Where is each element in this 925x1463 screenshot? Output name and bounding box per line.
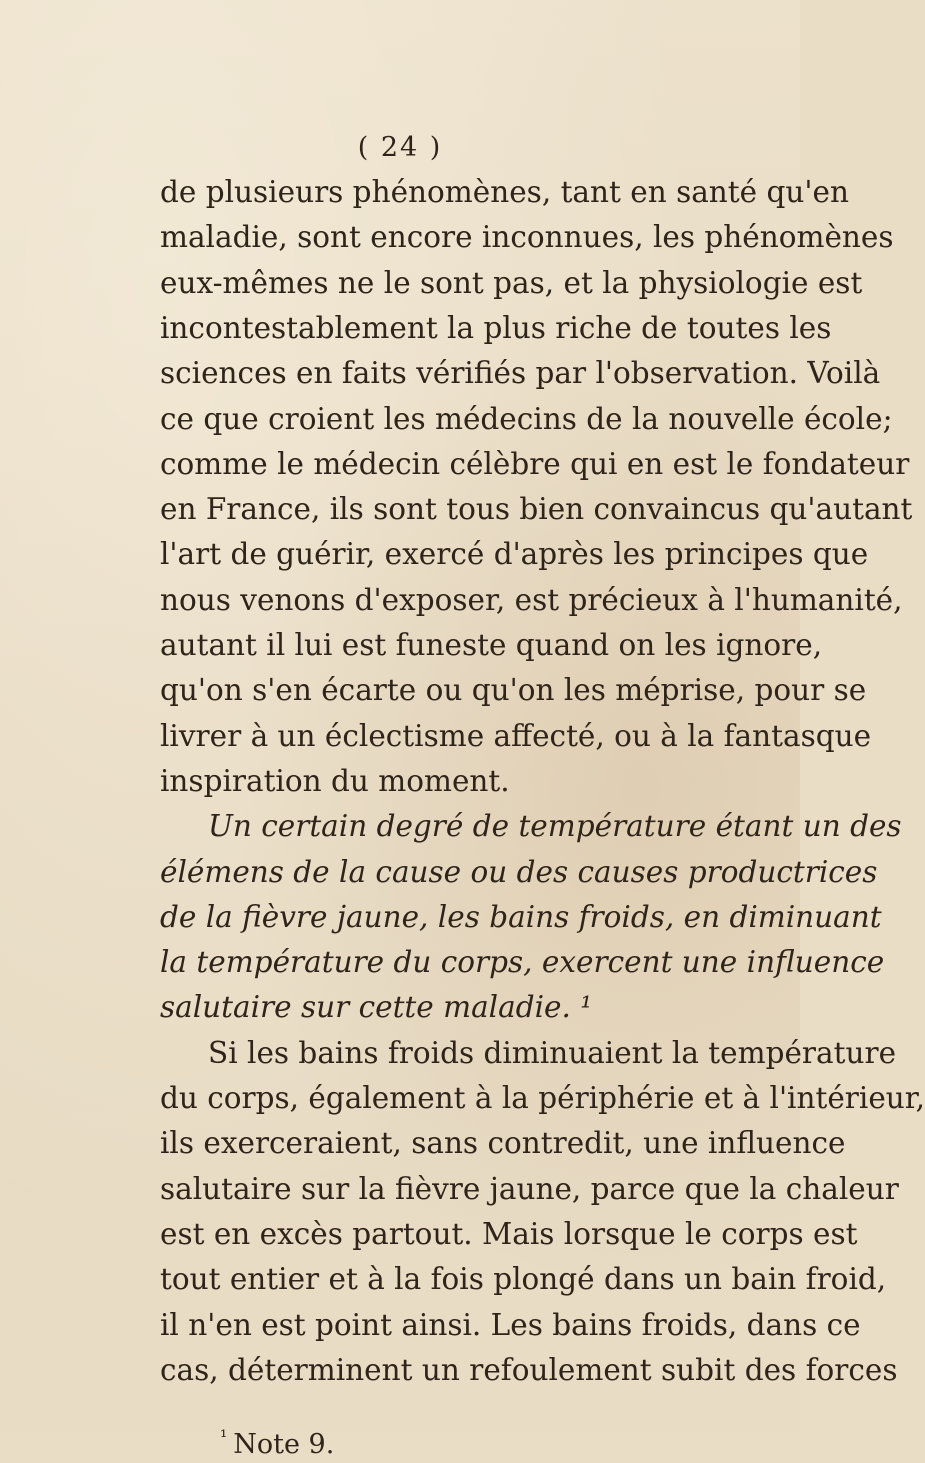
- text-line: maladie, sont encore inconnues, les phénomènes: [160, 220, 894, 255]
- text-line: nous venons d'exposer, est précieux à l'humanité,: [160, 582, 903, 617]
- text-line: ce que croient les médecins de la nouvelle école;: [160, 401, 893, 436]
- text-line: ils exerceraient, sans contredit, une influence: [160, 1126, 846, 1161]
- text-line: Un certain degré de température étant un des: [208, 809, 902, 844]
- text-line: de plusieurs phénomènes, tant en santé qu'en: [160, 175, 849, 209]
- text-line: en France, ils sont tous bien convaincus qu'autant: [160, 492, 913, 527]
- text-line: autant il lui est funeste quand on les ignore,: [160, 628, 823, 662]
- text-line: de la fièvre jaune, les bains froids, en diminuant: [160, 899, 882, 934]
- text-line: eux-mêmes ne le sont pas, et la physiologie est: [160, 265, 863, 300]
- text-line: salutaire sur cette maladie. ¹: [160, 990, 593, 1025]
- text-line: sciences en faits vérifiés par l'observation. Voilà: [160, 356, 881, 391]
- text-line: du corps, également à la périphérie et à l'intérieur,: [160, 1081, 925, 1115]
- text-line: la température du corps, exercent une influence: [160, 945, 885, 980]
- text-line: cas, déterminent un refoulement subit des forces: [160, 1352, 898, 1387]
- text-line: qu'on s'en écarte ou qu'on les méprise, pour se: [160, 673, 867, 708]
- page-number: ( 24 ): [357, 132, 443, 163]
- text-line: inspiration du moment.: [160, 763, 510, 798]
- text-line: tout entier et à la fois plongé dans un bain froid,: [160, 1262, 887, 1297]
- text-line: il n'en est point ainsi. Les bains froids, dans ce: [160, 1307, 861, 1342]
- text-line: élémens de la cause ou des causes productrices: [160, 854, 878, 889]
- text-line: l'art de guérir, exercé d'après les principes que: [160, 537, 869, 572]
- text-line: incontestablement la plus riche de toutes les: [160, 310, 832, 345]
- text-line: livrer à un éclectisme affecté, ou à la fantasque: [160, 718, 872, 753]
- text-line: est en excès partout. Mais lorsque le corps est: [160, 1216, 858, 1251]
- text-line: salutaire sur la fièvre jaune, parce que la chaleur: [160, 1171, 899, 1206]
- footnote: [220, 1420, 334, 1463]
- footnote-mark: ¹: [220, 1426, 228, 1448]
- text-line: comme le médecin célèbre qui en est le fondateur: [160, 446, 910, 481]
- footnote-text: Note 9.: [233, 1428, 335, 1460]
- text-line: Si les bains froids diminuaient la température: [208, 1035, 897, 1070]
